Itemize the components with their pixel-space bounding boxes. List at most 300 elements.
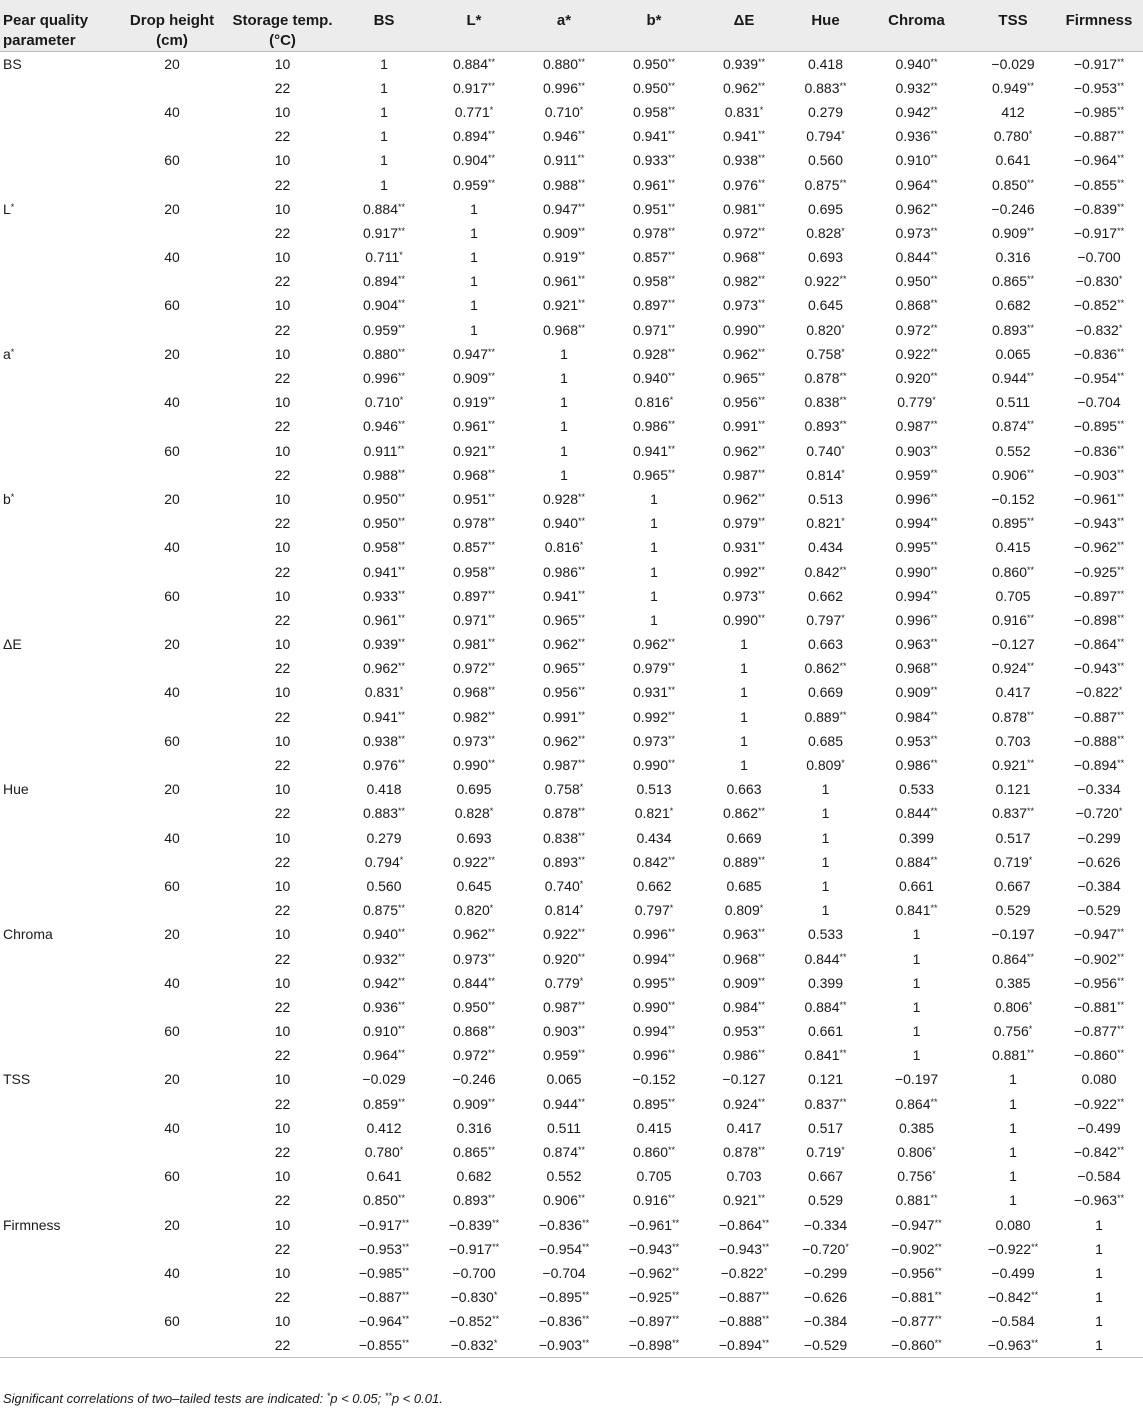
correlation-cell: 0.841** (804, 1047, 847, 1064)
storage-temp-cell: 22 (274, 708, 291, 725)
table-row (0, 100, 1143, 124)
parameter-cell (0, 874, 118, 898)
correlation-cell: −0.962** (628, 1264, 680, 1281)
correlation-cell: 1 (740, 684, 748, 701)
correlation-cell: 1 (821, 781, 830, 798)
correlation-cell: 0.959** (542, 1047, 586, 1064)
correlation-cell: 0.995** (632, 974, 676, 991)
storage-temp-cell: 22 (274, 321, 291, 338)
correlation-cell: 0.844** (804, 950, 847, 967)
correlation-cell: 0.940** (362, 926, 406, 943)
correlation-cell: 0.986** (632, 418, 676, 435)
correlation-cell: −0.836** (1073, 345, 1125, 362)
correlation-cell: −0.197 (894, 1071, 939, 1088)
correlation-cell: −0.877** (1073, 1023, 1125, 1040)
storage-temp-cell: 22 (274, 176, 291, 193)
correlation-cell: −0.299 (1077, 829, 1121, 846)
table-row (0, 1237, 1143, 1261)
parameter-cell (0, 76, 118, 100)
correlation-cell: 0.987** (542, 998, 586, 1015)
correlation-cell: 0.904** (452, 152, 496, 169)
correlation-cell: −0.895** (1073, 418, 1125, 435)
correlation-cell: 0.961** (362, 611, 406, 628)
correlation-cell: 0.831* (364, 684, 404, 701)
storage-temp-cell: 10 (274, 974, 291, 991)
correlation-cell: 0.838** (804, 394, 847, 411)
correlation-cell: −0.842** (987, 1289, 1039, 1306)
correlation-cell: 0.844** (895, 249, 938, 266)
correlation-cell: 0.917** (452, 79, 496, 96)
correlation-cell: 0.932** (895, 79, 938, 96)
parameter-cell (0, 1019, 118, 1043)
header-pear-quality-parameter: Pear quality parameter (0, 0, 118, 52)
correlation-cell: 0.922** (895, 345, 938, 362)
correlation-cell: 0.953** (722, 1023, 766, 1040)
correlation-cell: 0.924** (991, 660, 1035, 677)
correlation-cell: 0.981** (452, 636, 496, 653)
parameter-cell: TSS (3, 1071, 31, 1088)
drop-height-cell: 60 (164, 877, 180, 894)
correlation-cell: 0.758* (544, 781, 584, 798)
correlation-cell: −0.887** (1073, 128, 1125, 145)
correlation-cell: 0.962** (542, 636, 586, 653)
correlation-cell: 0.994** (632, 1023, 676, 1040)
correlation-cell: −0.334 (1077, 781, 1121, 798)
correlation-cell: 0.992** (632, 708, 676, 725)
correlation-cell: 0.973** (452, 950, 496, 967)
correlation-cell: 0.794* (806, 128, 845, 145)
correlation-cell: 0.838** (542, 829, 586, 846)
storage-temp-cell: 10 (274, 1264, 291, 1281)
parameter-cell (0, 608, 118, 632)
parameter-cell (0, 826, 118, 850)
parameter-cell (0, 1164, 118, 1188)
drop-height-cell (118, 705, 226, 729)
correlation-cell: 0.917** (362, 224, 406, 241)
correlation-cell: 0.939** (362, 636, 406, 653)
correlation-cell: 0.936** (362, 998, 406, 1015)
correlation-cell: 0.875** (804, 176, 847, 193)
correlation-cell: 0.971** (452, 611, 496, 628)
correlation-cell: 0.987** (722, 466, 766, 483)
correlation-cell: 0.797* (806, 611, 845, 628)
correlation-cell: 0.857** (452, 539, 496, 556)
drop-height-cell: 60 (164, 1313, 180, 1330)
correlation-cell: 1 (650, 490, 658, 507)
correlation-cell: 0.909** (895, 684, 938, 701)
correlation-cell: −0.947** (891, 1216, 942, 1233)
correlation-cell: −0.127 (991, 636, 1035, 653)
correlation-cell: 0.991** (542, 708, 586, 725)
correlation-cell: 0.988** (362, 466, 406, 483)
storage-temp-cell: 22 (274, 805, 291, 822)
correlation-cell: 0.895** (991, 515, 1035, 532)
correlation-cell: 0.946** (362, 418, 406, 435)
correlation-cell: 0.950** (632, 55, 676, 72)
drop-height-cell (118, 1043, 226, 1067)
correlation-cell: 0.859** (362, 1095, 406, 1112)
correlation-cell: 0.695 (807, 200, 844, 217)
correlation-cell: 1 (1095, 1216, 1103, 1233)
correlation-cell: 0.941** (362, 563, 406, 580)
correlation-cell: 0.842** (632, 853, 676, 870)
correlation-cell: −0.836** (538, 1313, 590, 1330)
correlation-cell: 0.121 (807, 1071, 844, 1088)
storage-temp-cell: 22 (274, 1192, 291, 1209)
drop-height-cell: 20 (164, 636, 180, 653)
parameter-cell (0, 1092, 118, 1116)
correlation-cell: 1 (912, 974, 921, 991)
table-row (0, 1213, 1143, 1237)
correlation-cell: 0.972** (722, 224, 766, 241)
correlation-cell: 0.814* (544, 902, 584, 919)
storage-temp-cell: 10 (274, 829, 291, 846)
storage-temp-cell: 22 (274, 1289, 291, 1306)
storage-temp-cell: 10 (274, 345, 291, 362)
correlation-cell: 0.663 (807, 636, 844, 653)
drop-height-cell (118, 898, 226, 922)
correlation-cell: 0.990** (722, 321, 766, 338)
parameter-cell (0, 172, 118, 196)
correlation-cell: −0.943** (1073, 515, 1125, 532)
header-drop-height: Drop height (cm) (118, 0, 226, 52)
drop-height-cell (118, 1092, 226, 1116)
correlation-cell: 0.080 (995, 1216, 1031, 1233)
correlation-cell: 0.552 (995, 442, 1031, 459)
correlation-cell: 0.982** (452, 708, 496, 725)
drop-height-cell: 60 (164, 297, 180, 314)
correlation-cell: 1 (560, 466, 568, 483)
table-body (0, 52, 1143, 1358)
parameter-cell (0, 318, 118, 342)
table-row (0, 245, 1143, 269)
parameter-cell (0, 971, 118, 995)
drop-height-cell: 20 (164, 200, 180, 217)
storage-temp-cell: 22 (226, 1333, 339, 1357)
correlation-cell: −0.864** (1073, 636, 1125, 653)
correlation-cell: 0.972** (895, 321, 938, 338)
correlation-cell: 0.529 (807, 1192, 844, 1209)
correlation-cell: 0.889** (804, 708, 847, 725)
correlation-cell: 0.780* (993, 128, 1033, 145)
correlation-cell: −0.956** (891, 1264, 942, 1281)
correlation-cell: 0.682 (995, 297, 1031, 314)
table-row (0, 826, 1143, 850)
correlation-cell: 0.982** (722, 273, 766, 290)
table-row (0, 1140, 1143, 1164)
correlation-cell: 0.864** (895, 1095, 938, 1112)
correlation-cell: −0.830* (450, 1289, 498, 1306)
table-row (0, 1067, 1143, 1091)
storage-temp-cell: 10 (274, 55, 291, 72)
correlation-cell: 0.903** (895, 442, 938, 459)
correlation-cell: −0.842** (1073, 1144, 1125, 1161)
correlation-cell: −0.963** (1073, 1192, 1125, 1209)
parameter-cell (0, 850, 118, 874)
storage-temp-cell: 10 (274, 103, 291, 120)
storage-temp-cell: 22 (274, 273, 291, 290)
correlation-cell: 0.979** (632, 660, 676, 677)
correlation-cell: 0.938** (722, 152, 766, 169)
correlation-cell: 0.941** (542, 587, 586, 604)
parameter-cell (0, 100, 118, 124)
correlation-cell: 1 (912, 998, 921, 1015)
correlation-cell: −0.830* (1075, 273, 1123, 290)
drop-height-cell (118, 995, 226, 1019)
table-row (0, 124, 1143, 148)
parameter-cell (0, 148, 118, 172)
correlation-cell: −0.887** (1073, 708, 1125, 725)
correlation-cell: 0.820* (454, 902, 494, 919)
correlation-cell: 0.920** (895, 370, 938, 387)
correlation-cell: −0.985** (1073, 103, 1125, 120)
correlation-cell: 0.842** (804, 563, 847, 580)
storage-temp-cell: 22 (274, 660, 291, 677)
correlation-cell: 0.950** (362, 490, 406, 507)
correlation-cell: 1 (470, 249, 478, 266)
correlation-cell: 0.705 (995, 587, 1031, 604)
correlation-cell: 0.950** (632, 79, 676, 96)
correlation-cell: 0.968** (452, 466, 496, 483)
correlation-cell: 0.889** (722, 853, 766, 870)
table-row (0, 1019, 1143, 1043)
correlation-cell: 0.513 (807, 490, 844, 507)
drop-height-cell: 40 (164, 249, 180, 266)
correlation-cell: 1 (650, 515, 658, 532)
table-row (0, 52, 1143, 76)
correlation-cell: 0.645 (807, 297, 844, 314)
correlation-cell: 0.868** (895, 297, 938, 314)
correlation-cell: 1 (740, 757, 748, 774)
header-hue: Hue (789, 0, 862, 52)
correlation-cell: 0.987** (895, 418, 938, 435)
correlation-cell: 1 (1009, 1144, 1017, 1161)
correlation-cell: 0.941** (632, 442, 676, 459)
storage-temp-cell: 10 (274, 1023, 291, 1040)
correlation-cell: 0.862** (722, 805, 766, 822)
correlation-cell: 0.947** (542, 200, 586, 217)
correlation-cell: 0.959** (895, 466, 938, 483)
drop-height-cell (118, 1285, 226, 1309)
correlation-cell: 0.968** (542, 321, 586, 338)
table-row (0, 439, 1143, 463)
correlation-cell: −0.860** (1073, 1047, 1125, 1064)
storage-temp-cell: 22 (274, 466, 291, 483)
correlation-cell: 0.986** (895, 757, 938, 774)
correlation-cell: −0.499 (1077, 1119, 1121, 1136)
correlation-cell: 0.279 (366, 829, 402, 846)
correlation-cell: 0.996** (632, 1047, 676, 1064)
table-row (0, 608, 1143, 632)
drop-height-cell: 40 (164, 539, 180, 556)
correlation-cell: −0.902** (891, 1240, 942, 1257)
correlation-cell: 0.316 (995, 249, 1031, 266)
correlation-cell: −0.897** (628, 1313, 680, 1330)
correlation-cell: 0.316 (456, 1119, 492, 1136)
correlation-cell: −0.384 (1077, 877, 1121, 894)
correlation-cell: 0.710* (364, 394, 404, 411)
correlation-cell: −0.943** (628, 1240, 680, 1257)
correlation-cell: 0.878** (991, 708, 1035, 725)
correlation-cell: 0.958** (632, 103, 676, 120)
correlation-cell: 0.529 (995, 902, 1031, 919)
correlation-cell: −0.127 (722, 1071, 766, 1088)
correlation-cell: 0.996** (362, 370, 406, 387)
drop-height-cell (118, 1140, 226, 1164)
table-row (0, 801, 1143, 825)
correlation-cell: −0.626 (803, 1289, 848, 1306)
storage-temp-cell: 10 (274, 1071, 291, 1088)
correlation-cell: 0.814* (806, 466, 845, 483)
correlation-cell: 0.941** (362, 708, 406, 725)
storage-temp-cell: 10 (274, 781, 291, 798)
parameter-cell (0, 221, 118, 245)
correlation-cell: 0.909** (722, 974, 766, 991)
correlation-cell: 1 (912, 950, 921, 967)
correlation-cell: 0.661 (898, 877, 935, 894)
correlation-cell: 1 (1009, 1071, 1017, 1088)
drop-height-cell: 20 (164, 345, 180, 362)
correlation-cell: 0.909** (991, 224, 1035, 241)
correlation-cell: 0.922** (542, 926, 586, 943)
correlation-cell: −0.584 (1077, 1168, 1121, 1185)
correlation-cell: 0.919** (452, 394, 496, 411)
table-row (0, 680, 1143, 704)
parameter-cell (0, 559, 118, 583)
correlation-cell: 0.693 (807, 249, 844, 266)
correlation-cell: −0.922** (1073, 1095, 1125, 1112)
correlation-cell: −0.961** (1073, 490, 1125, 507)
correlation-cell: 0.880** (542, 55, 586, 72)
table-row (0, 1261, 1143, 1285)
table-row (0, 753, 1143, 777)
correlation-cell: 0.860** (632, 1144, 676, 1161)
correlation-cell: 0.956** (542, 684, 586, 701)
correlation-cell: 0.417 (995, 684, 1031, 701)
correlation-cell: 0.878** (542, 805, 586, 822)
drop-height-cell: 40 (164, 974, 180, 991)
correlation-cell: 0.771* (454, 103, 494, 120)
correlation-cell: 0.080 (1081, 1071, 1117, 1088)
correlation-cell: −0.700 (452, 1264, 496, 1281)
parameter-cell (0, 680, 118, 704)
parameter-cell: Firmness (3, 1216, 61, 1233)
correlation-cell: 0.894** (452, 128, 496, 145)
correlation-cell: 0.953** (895, 732, 938, 749)
table-row (0, 656, 1143, 680)
correlation-cell: −0.925** (1073, 563, 1125, 580)
correlation-cell: 0.756* (897, 1168, 936, 1185)
correlation-cell: −0.836** (538, 1216, 590, 1233)
correlation-cell: 0.844** (895, 805, 938, 822)
correlation-cell: 0.894** (362, 273, 406, 290)
parameter-cell (0, 995, 118, 1019)
correlation-cell: 0.976** (722, 176, 766, 193)
table-row (0, 366, 1143, 390)
correlation-cell: −0.529 (1077, 902, 1121, 919)
correlation-cell: −0.963** (971, 1333, 1055, 1357)
correlation-cell: 0.884** (362, 200, 406, 217)
storage-temp-cell: 22 (274, 79, 291, 96)
table-row (0, 1333, 1143, 1357)
correlation-cell: 0.415 (636, 1119, 672, 1136)
drop-height-cell: 20 (164, 1071, 180, 1088)
correlation-cell: 0.973** (632, 732, 676, 749)
correlation-cell: 0.947** (452, 345, 496, 362)
correlation-cell: 1 (912, 1023, 921, 1040)
header-bs: BS (339, 0, 429, 52)
correlation-cell: 0.880** (362, 345, 406, 362)
parameter-cell: Hue (3, 781, 29, 798)
storage-temp-cell: 10 (274, 1313, 291, 1330)
drop-height-cell (118, 946, 226, 970)
correlation-cell: 0.987** (542, 757, 586, 774)
correlation-cell: 1 (912, 926, 921, 943)
correlation-cell: −0.839** (1073, 200, 1125, 217)
correlation-cell: −0.626 (1077, 853, 1121, 870)
correlation-cell: −0.855** (1073, 176, 1125, 193)
correlation-cell: 0.964** (895, 176, 938, 193)
correlation-cell: 1 (740, 660, 748, 677)
parameter-cell: b* (3, 490, 15, 507)
table-row (0, 850, 1143, 874)
correlation-cell: −0.903** (1073, 466, 1125, 483)
correlation-cell: 0.928** (632, 345, 676, 362)
correlation-cell: 0.922** (804, 273, 847, 290)
drop-height-cell (118, 753, 226, 777)
correlation-cell: 0.663 (726, 781, 762, 798)
correlation-cell: −0.852** (1073, 297, 1125, 314)
table-row (0, 1092, 1143, 1116)
parameter-cell: Chroma (3, 926, 53, 943)
storage-temp-cell: 22 (274, 1095, 291, 1112)
correlation-cell: −0.964** (358, 1313, 410, 1330)
correlation-cell: 0.958** (452, 563, 496, 580)
drop-height-cell: 40 (164, 103, 180, 120)
storage-temp-cell: 10 (274, 926, 291, 943)
correlation-cell: 0.990** (632, 757, 676, 774)
correlation-cell: 0.971** (632, 321, 676, 338)
correlation-cell: 0.928** (542, 490, 586, 507)
table-header-row (0, 0, 1143, 52)
correlation-cell: 0.922** (452, 853, 496, 870)
storage-temp-cell: 10 (274, 684, 291, 701)
correlation-cell: 1 (470, 200, 478, 217)
correlation-cell: 0.940** (632, 370, 676, 387)
correlation-cell: 0.942** (362, 974, 406, 991)
drop-height-cell: 40 (164, 394, 180, 411)
correlation-cell: 0.951** (452, 490, 496, 507)
correlation-cell: −0.888** (718, 1313, 770, 1330)
correlation-cell: −0.499 (991, 1264, 1035, 1281)
correlation-cell: 0.939** (722, 55, 766, 72)
correlation-cell: −0.887** (718, 1289, 770, 1306)
parameter-cell: L* (3, 200, 15, 217)
correlation-cell: 0.820* (806, 321, 845, 338)
correlation-cell: 0.984** (895, 708, 938, 725)
correlation-cell: 0.065 (995, 345, 1031, 362)
storage-temp-cell: 22 (274, 611, 291, 628)
correlation-cell: 1 (1009, 1119, 1017, 1136)
correlation-cell: −0.839** (448, 1216, 500, 1233)
correlation-cell: 0.962** (452, 926, 496, 943)
correlation-cell: 0.965** (632, 466, 676, 483)
correlation-cell: 0.965** (542, 660, 586, 677)
correlation-cell: 1 (1009, 1095, 1017, 1112)
storage-temp-cell: 22 (274, 128, 291, 145)
correlation-cell: −0.953** (1073, 79, 1125, 96)
correlation-cell: 0.994** (895, 515, 938, 532)
